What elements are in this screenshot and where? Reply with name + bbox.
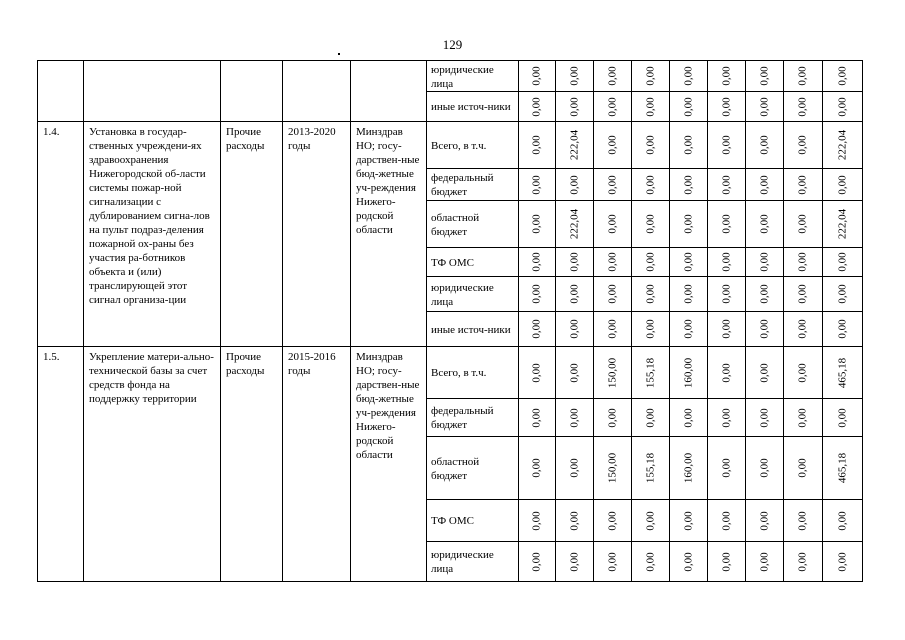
amount-value: 0,00	[796, 510, 809, 531]
amount-cell	[708, 347, 746, 399]
amount-cell	[746, 399, 784, 437]
amount-value: 222,04	[568, 129, 580, 161]
item-period	[283, 61, 351, 122]
amount-value: 0,00	[644, 174, 656, 195]
amount-value: 465,18	[836, 357, 848, 388]
amount-cell	[823, 61, 863, 92]
amount-value: 0,00	[530, 66, 543, 86]
amount-value: 160,00	[682, 452, 694, 484]
amount-cell	[632, 399, 670, 437]
amount-value: 0,00	[568, 510, 580, 531]
amount-value: 0,00	[720, 510, 732, 531]
amount-cell	[632, 92, 670, 122]
amount-value: 222,04	[836, 129, 848, 161]
amount-cell	[746, 277, 784, 312]
amount-value: 0,00	[796, 458, 809, 478]
amount-cell	[784, 201, 823, 248]
amount-value: 0,00	[796, 284, 809, 304]
funding-source: ТФ ОМС	[427, 248, 519, 277]
amount-value: 0,00	[682, 252, 694, 272]
amount-value: 0,00	[720, 458, 732, 478]
amount-value: 0,00	[530, 135, 543, 155]
amount-cell	[670, 437, 708, 500]
amount-cell	[746, 201, 784, 248]
amount-value: 0,00	[758, 362, 770, 383]
funding-source: юридические лица	[427, 542, 519, 582]
amount-value: 0,00	[568, 96, 580, 117]
amount-cell	[594, 61, 632, 92]
amount-value: 150,00	[606, 357, 618, 388]
amount-value: 0,00	[606, 214, 618, 234]
amount-value: 0,00	[758, 174, 770, 195]
item-expense-type	[221, 61, 283, 122]
amount-cell	[746, 61, 784, 92]
amount-cell	[632, 277, 670, 312]
item-period: 2015-2016 годы	[283, 347, 351, 582]
amount-value: 0,00	[530, 96, 543, 117]
table-row	[38, 347, 863, 399]
table-row	[38, 122, 863, 169]
amount-cell	[519, 61, 556, 92]
amount-value: 0,00	[644, 96, 656, 117]
amount-value: 155,18	[644, 452, 656, 484]
amount-cell	[556, 399, 594, 437]
amount-cell	[746, 122, 784, 169]
amount-value: 0,00	[644, 407, 656, 428]
amount-cell	[823, 201, 863, 248]
amount-value: 0,00	[720, 362, 732, 383]
amount-cell	[670, 347, 708, 399]
item-executor: Минздрав НО; госу-дарствен-ные бюд-жетные уч-реждения Нижего-родской области	[351, 122, 427, 347]
amount-cell	[594, 248, 632, 277]
amount-cell	[746, 347, 784, 399]
amount-cell	[556, 122, 594, 169]
budget-table	[37, 60, 863, 582]
funding-source: Всего, в т.ч.	[427, 347, 519, 399]
amount-cell	[670, 277, 708, 312]
amount-cell	[746, 248, 784, 277]
amount-cell	[708, 312, 746, 347]
amount-cell	[670, 169, 708, 201]
item-title	[84, 61, 221, 122]
amount-cell	[823, 399, 863, 437]
amount-value: 0,00	[606, 510, 618, 531]
amount-cell	[746, 92, 784, 122]
amount-value: 0,00	[530, 362, 543, 383]
amount-cell	[594, 169, 632, 201]
amount-value: 0,00	[606, 66, 618, 86]
funding-source: юридические лица	[427, 277, 519, 312]
amount-value: 0,00	[568, 174, 580, 195]
amount-value: 0,00	[758, 284, 770, 304]
amount-value: 0,00	[796, 252, 809, 272]
amount-cell	[632, 500, 670, 542]
item-title: Установка в государ-ственных учреждени-ях здравоохранения Нижегородской об-ласти системы пожар-ной сигнализации с дублированием сигна-лов на пульт подраз-деления пожарной ох-раны без участия ра-ботников объекта и (или) транслирующей этот сигнал организа-ции	[84, 122, 221, 347]
page-number: 129	[442, 37, 463, 52]
amount-value: 222,04	[836, 208, 848, 240]
amount-value: 0,00	[568, 284, 580, 304]
amount-value: 0,00	[796, 551, 809, 572]
amount-cell	[556, 248, 594, 277]
amount-value: 0,00	[836, 174, 848, 195]
amount-value: 0,00	[836, 510, 848, 531]
amount-cell	[519, 169, 556, 201]
amount-value: 0,00	[796, 96, 809, 117]
amount-value: 0,00	[606, 551, 618, 572]
amount-cell	[519, 201, 556, 248]
item-executor: Минздрав НО; госу-дарствен-ные бюд-жетные уч-реждения Нижего-родской области	[351, 347, 427, 582]
amount-cell	[823, 347, 863, 399]
amount-cell	[519, 277, 556, 312]
amount-value: 0,00	[530, 214, 543, 234]
amount-cell	[784, 500, 823, 542]
amount-cell	[519, 542, 556, 582]
amount-value: 0,00	[720, 407, 732, 428]
amount-value: 0,00	[836, 407, 848, 428]
amount-value: 0,00	[530, 458, 543, 478]
amount-value: 0,00	[720, 551, 732, 572]
amount-value: 0,00	[568, 407, 580, 428]
amount-cell	[670, 248, 708, 277]
amount-value: 0,00	[720, 66, 732, 86]
amount-value: 0,00	[758, 214, 770, 234]
amount-value: 0,00	[758, 135, 770, 155]
amount-cell	[594, 347, 632, 399]
amount-cell	[708, 437, 746, 500]
amount-value: 0,00	[530, 510, 543, 531]
amount-value: 0,00	[682, 510, 694, 531]
amount-cell	[784, 399, 823, 437]
funding-source: иные источ-ники	[427, 92, 519, 122]
amount-value: 0,00	[644, 551, 656, 572]
amount-value: 0,00	[720, 214, 732, 234]
amount-value: 0,00	[796, 407, 809, 428]
item-executor	[351, 61, 427, 122]
amount-cell	[823, 500, 863, 542]
amount-cell	[708, 61, 746, 92]
amount-value: 0,00	[796, 362, 809, 383]
amount-cell	[823, 122, 863, 169]
amount-value: 0,00	[758, 96, 770, 117]
amount-cell	[784, 312, 823, 347]
amount-value: 0,00	[606, 135, 618, 155]
amount-cell	[556, 61, 594, 92]
amount-value: 0,00	[682, 284, 694, 304]
item-title: Укрепление матери-ально-технической базы за счет средств фонда на поддержку территории	[84, 347, 221, 582]
amount-value: 0,00	[644, 66, 656, 86]
amount-cell	[670, 542, 708, 582]
amount-cell	[594, 312, 632, 347]
amount-value: 150,00	[606, 452, 618, 484]
amount-value: 0,00	[836, 66, 848, 86]
amount-cell	[594, 122, 632, 169]
amount-value: 0,00	[682, 551, 694, 572]
amount-value: 0,00	[720, 135, 732, 155]
amount-cell	[556, 277, 594, 312]
amount-cell	[632, 169, 670, 201]
amount-cell	[708, 542, 746, 582]
amount-cell	[784, 437, 823, 500]
funding-source: ТФ ОМС	[427, 500, 519, 542]
amount-cell	[708, 248, 746, 277]
funding-source: юридические лица	[427, 61, 519, 92]
amount-cell	[784, 248, 823, 277]
amount-value: 0,00	[644, 284, 656, 304]
amount-value: 0,00	[606, 319, 618, 339]
amount-value: 0,00	[530, 319, 543, 339]
amount-cell	[556, 201, 594, 248]
amount-value: 0,00	[720, 284, 732, 304]
amount-cell	[519, 399, 556, 437]
amount-cell	[708, 201, 746, 248]
amount-cell	[556, 347, 594, 399]
amount-cell	[823, 437, 863, 500]
amount-value: 0,00	[530, 551, 543, 572]
amount-cell	[519, 312, 556, 347]
item-number	[38, 61, 84, 122]
amount-value: 0,00	[682, 135, 694, 155]
amount-value: 0,00	[682, 214, 694, 234]
amount-value: 0,00	[568, 319, 580, 339]
funding-source: областной бюджет	[427, 201, 519, 248]
item-number: 1.4.	[38, 122, 84, 347]
amount-value: 0,00	[796, 135, 809, 155]
amount-cell	[784, 169, 823, 201]
amount-cell	[784, 542, 823, 582]
amount-value: 0,00	[530, 407, 543, 428]
amount-value: 0,00	[796, 214, 809, 234]
amount-cell	[670, 61, 708, 92]
amount-cell	[784, 61, 823, 92]
amount-value: 0,00	[836, 551, 848, 572]
funding-source: областной бюджет	[427, 437, 519, 500]
amount-value: 0,00	[758, 510, 770, 531]
amount-cell	[823, 92, 863, 122]
amount-cell	[632, 122, 670, 169]
amount-value: 0,00	[720, 319, 732, 339]
table-row	[38, 61, 863, 92]
amount-value: 0,00	[568, 66, 580, 86]
amount-cell	[594, 500, 632, 542]
amount-value: 0,00	[682, 319, 694, 339]
amount-value: 0,00	[758, 252, 770, 272]
amount-value: 0,00	[568, 458, 580, 478]
amount-cell	[594, 542, 632, 582]
amount-cell	[594, 277, 632, 312]
funding-source: иные источ-ники	[427, 312, 519, 347]
amount-value: 0,00	[682, 96, 694, 117]
funding-source: Всего, в т.ч.	[427, 122, 519, 169]
amount-cell	[823, 542, 863, 582]
amount-cell	[556, 437, 594, 500]
amount-value: 0,00	[644, 252, 656, 272]
amount-value: 0,00	[720, 174, 732, 195]
item-expense-type: Прочие расходы	[221, 347, 283, 582]
item-period: 2013-2020 годы	[283, 122, 351, 347]
amount-value: 0,00	[644, 214, 656, 234]
amount-cell	[632, 61, 670, 92]
amount-value: 0,00	[720, 96, 732, 117]
amount-cell	[746, 500, 784, 542]
amount-value: 0,00	[644, 135, 656, 155]
amount-cell	[746, 542, 784, 582]
amount-cell	[556, 542, 594, 582]
amount-cell	[519, 248, 556, 277]
amount-value: 0,00	[836, 319, 848, 339]
amount-cell	[823, 277, 863, 312]
item-expense-type: Прочие расходы	[221, 122, 283, 347]
amount-cell	[632, 312, 670, 347]
amount-value: 0,00	[796, 174, 809, 195]
amount-cell	[670, 500, 708, 542]
amount-value: 0,00	[530, 174, 543, 195]
amount-value: 0,00	[606, 96, 618, 117]
amount-cell	[632, 201, 670, 248]
amount-value: 0,00	[682, 174, 694, 195]
amount-value: 0,00	[682, 407, 694, 428]
item-number: 1.5.	[38, 347, 84, 582]
amount-cell	[632, 542, 670, 582]
amount-cell	[670, 312, 708, 347]
amount-value: 0,00	[644, 319, 656, 339]
amount-cell	[556, 312, 594, 347]
scan-speck	[338, 53, 340, 55]
amount-value: 0,00	[568, 362, 580, 383]
amount-value: 0,00	[758, 551, 770, 572]
amount-cell	[594, 437, 632, 500]
amount-value: 0,00	[530, 284, 543, 304]
amount-cell	[746, 312, 784, 347]
amount-value: 0,00	[606, 284, 618, 304]
amount-cell	[519, 500, 556, 542]
amount-cell	[784, 277, 823, 312]
amount-value: 0,00	[758, 407, 770, 428]
amount-value: 0,00	[758, 66, 770, 86]
amount-cell	[556, 169, 594, 201]
amount-value: 222,04	[568, 208, 580, 240]
amount-value: 0,00	[836, 284, 848, 304]
amount-cell	[708, 92, 746, 122]
amount-cell	[519, 347, 556, 399]
funding-source: федеральный бюджет	[427, 399, 519, 437]
amount-cell	[784, 92, 823, 122]
amount-cell	[556, 500, 594, 542]
amount-value: 0,00	[606, 407, 618, 428]
amount-cell	[708, 122, 746, 169]
amount-cell	[632, 347, 670, 399]
amount-value: 0,00	[682, 66, 694, 86]
amount-value: 0,00	[568, 252, 580, 272]
amount-value: 0,00	[644, 510, 656, 531]
amount-cell	[784, 347, 823, 399]
amount-cell	[556, 92, 594, 122]
amount-value: 0,00	[836, 96, 848, 117]
amount-cell	[708, 277, 746, 312]
amount-cell	[670, 92, 708, 122]
amount-cell	[670, 122, 708, 169]
table-body	[38, 61, 863, 582]
amount-value: 0,00	[530, 252, 543, 272]
amount-cell	[594, 92, 632, 122]
amount-value: 0,00	[720, 252, 732, 272]
amount-cell	[784, 122, 823, 169]
amount-cell	[670, 399, 708, 437]
amount-cell	[594, 201, 632, 248]
amount-value: 0,00	[796, 319, 809, 339]
amount-value: 0,00	[606, 252, 618, 272]
amount-value: 0,00	[796, 66, 809, 86]
amount-cell	[823, 169, 863, 201]
amount-value: 0,00	[606, 174, 618, 195]
amount-value: 465,18	[836, 452, 848, 484]
amount-value: 0,00	[758, 319, 770, 339]
funding-source: федеральный бюджет	[427, 169, 519, 201]
amount-cell	[632, 437, 670, 500]
amount-cell	[823, 248, 863, 277]
amount-cell	[746, 437, 784, 500]
amount-cell	[670, 201, 708, 248]
amount-cell	[519, 437, 556, 500]
amount-cell	[746, 169, 784, 201]
amount-cell	[708, 169, 746, 201]
amount-cell	[823, 312, 863, 347]
amount-cell	[708, 500, 746, 542]
amount-cell	[708, 399, 746, 437]
amount-value: 155,18	[644, 357, 656, 388]
amount-cell	[519, 92, 556, 122]
amount-value: 0,00	[836, 252, 848, 272]
amount-value: 0,00	[758, 458, 770, 478]
amount-cell	[632, 248, 670, 277]
amount-value: 0,00	[568, 551, 580, 572]
amount-cell	[519, 122, 556, 169]
amount-cell	[594, 399, 632, 437]
amount-value: 160,00	[682, 357, 694, 388]
